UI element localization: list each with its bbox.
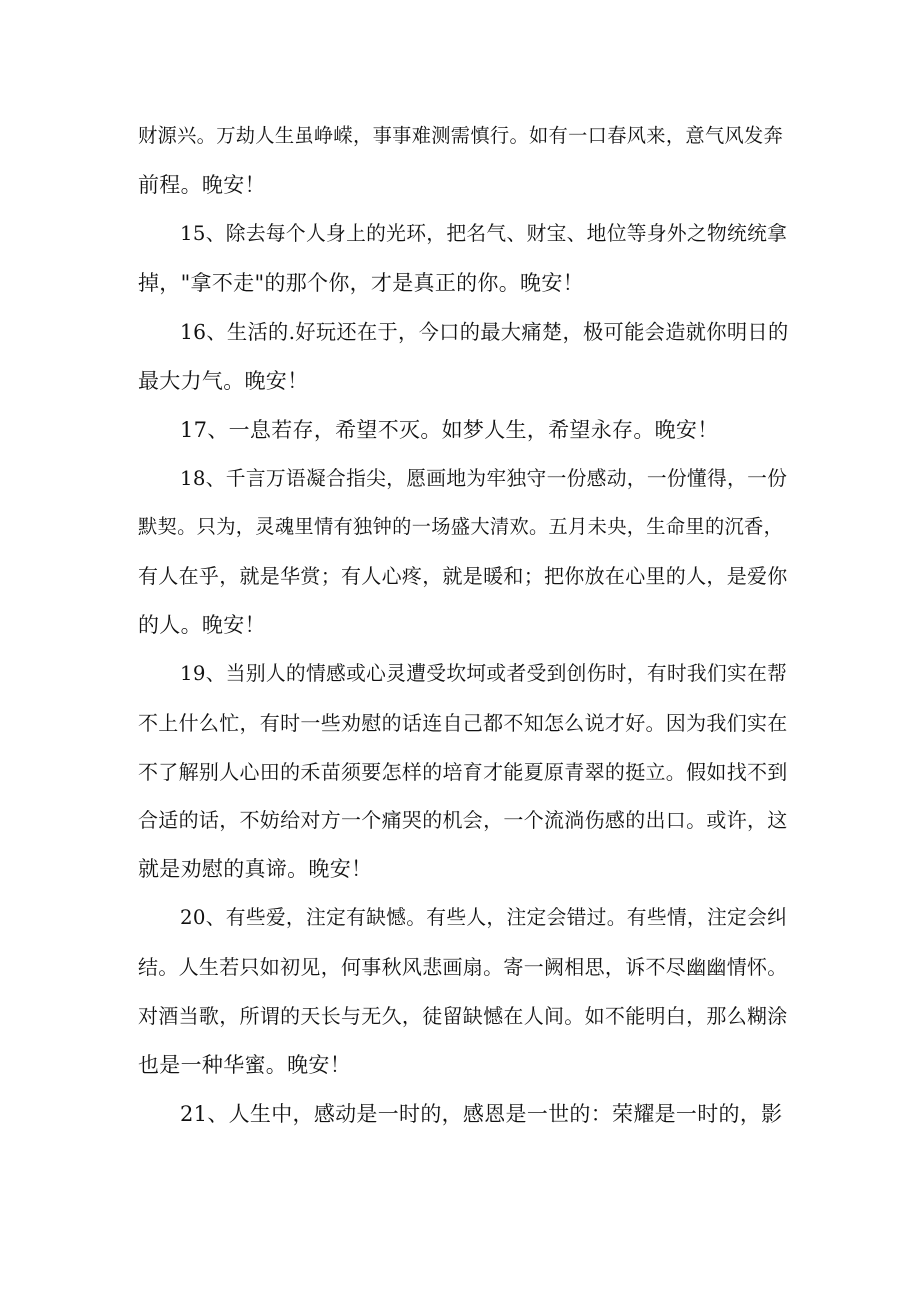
text-line: 不了解别人心田的禾苗须要怎样的培育才能夏原青翠的挺立。假如找不到 [138, 760, 788, 784]
paragraph-18-line: 18、千言万语凝合指尖，愿画地为牢独守一份感动，一份懂得，一份 [180, 467, 788, 490]
paragraph-17-line: 17、一息若存，希望不灭。如梦人生，希望永存。晚安！ [180, 418, 719, 442]
text-line: 合适的话，不妨给对方一个痛哭的机会，一个流淌伤感的出口。或许，这 [138, 808, 788, 832]
text-line: 不上什么忙，有时一些劝慰的话连自己都不知怎么说才好。因为我们实在 [138, 711, 788, 735]
text-line: 有人在乎，就是华赏；有人心疼，就是暖和；把你放在心里的人，是爱你 [138, 564, 788, 588]
text-line: 最大力气。晚安！ [138, 369, 309, 393]
text-line: 也是一种华蜜。晚安！ [138, 1053, 351, 1077]
text-line: 的人。晚安！ [138, 613, 266, 637]
text-line: 前程。晚安！ [138, 173, 266, 197]
paragraph-21-line: 21、人生中，感动是一时的，感恩是一世的：荣耀是一时的，影 [180, 1102, 783, 1126]
text-line: 结。人生若只如初见，何事秋风悲画扇。寄一阙相思，诉不尽幽幽情怀。 [138, 955, 788, 979]
text-line: 默契。只为，灵魂里情有独钟的一场盛大清欢。五月未央，生命里的沉香， [138, 515, 784, 538]
text-line: 就是劝慰的真谛。晚安！ [138, 857, 373, 881]
paragraph-15-line: 15、除去每个人身上的光环，把名气、财宝、地位等身外之物统统拿 [180, 222, 788, 245]
paragraph-16-line: 16、生活的.好玩还在于，今口的最大痛楚，极可能会造就你明日的 [180, 320, 789, 344]
paragraph-20-line: 20、有些爱，注定有缺憾。有些人，注定会错过。有些情，注定会纠 [180, 906, 788, 929]
paragraph-19-line: 19、当别人的情感或心灵遭受坎坷或者受到创伤时，有时我们实在帮 [180, 662, 788, 685]
text-line: 掉，"拿不走"的那个你，才是真正的你。晚安！ [138, 271, 584, 295]
text-line: 财源兴。万劫人生虽峥嵘，事事难测需慎行。如有一口春风来，意气风发奔 [138, 124, 784, 147]
text-line: 对酒当歌，所谓的天长与无久，徒留缺憾在人间。如不能明白，那么糊涂 [138, 1004, 788, 1028]
